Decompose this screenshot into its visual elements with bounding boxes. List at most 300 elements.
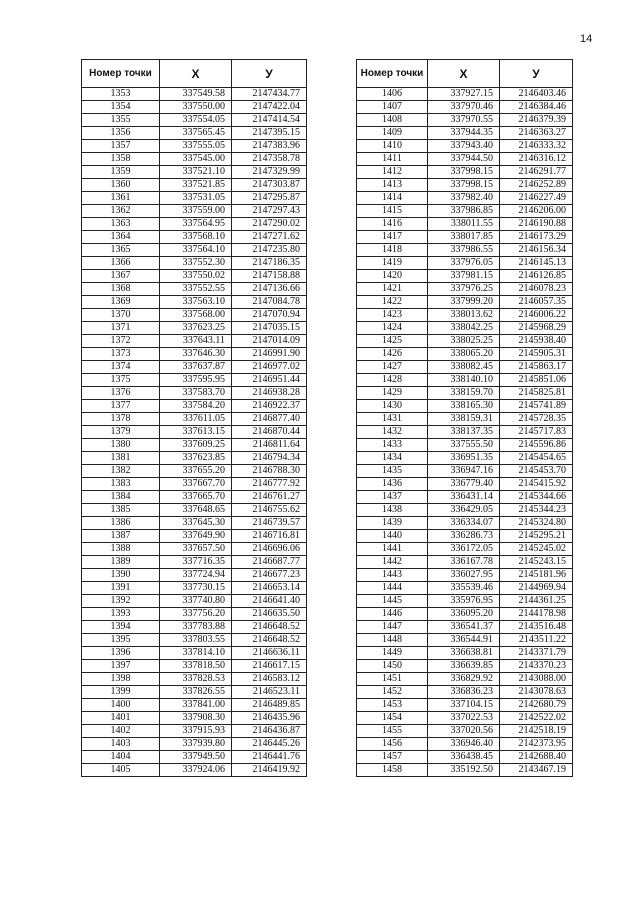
x-coordinate-cell: 337740.80 — [160, 595, 232, 608]
y-coordinate-cell: 2145181.96 — [500, 569, 573, 582]
x-coordinate-cell: 336779.40 — [428, 478, 500, 491]
y-coordinate-cell: 2146617.15 — [232, 660, 307, 673]
y-coordinate-cell: 2143467.19 — [500, 764, 573, 777]
x-coordinate-cell: 337559.00 — [160, 205, 232, 218]
x-coordinate-cell: 337982.40 — [428, 192, 500, 205]
y-coordinate-cell: 2145741.89 — [500, 400, 573, 413]
x-coordinate-cell: 337841.00 — [160, 699, 232, 712]
y-coordinate-cell: 2146173.29 — [500, 231, 573, 244]
y-coordinate-cell: 2146761.27 — [232, 491, 307, 504]
x-coordinate-cell: 337998.15 — [428, 166, 500, 179]
y-coordinate-cell: 2147395.15 — [232, 127, 307, 140]
x-coordinate-cell: 337970.55 — [428, 114, 500, 127]
point-number-cell: 1374 — [82, 361, 160, 374]
point-number-cell: 1436 — [357, 478, 428, 491]
y-coordinate-cell: 2146641.40 — [232, 595, 307, 608]
x-coordinate-cell: 337531.05 — [160, 192, 232, 205]
y-coordinate-cell: 2142518.19 — [500, 725, 573, 738]
y-coordinate-cell: 2146445.26 — [232, 738, 307, 751]
y-coordinate-cell: 2146145.13 — [500, 257, 573, 270]
y-coordinate-cell: 2146403.46 — [500, 88, 573, 101]
table-row — [357, 322, 573, 335]
x-coordinate-cell: 337999.20 — [428, 296, 500, 309]
point-number-cell: 1443 — [357, 569, 428, 582]
x-coordinate-cell: 338140.10 — [428, 374, 500, 387]
table-row — [82, 88, 307, 101]
y-coordinate-cell: 2146648.52 — [232, 621, 307, 634]
y-coordinate-cell: 2146441.76 — [232, 751, 307, 764]
point-number-cell: 1365 — [82, 244, 160, 257]
table-row — [82, 127, 307, 140]
header-x: X — [160, 60, 232, 88]
x-coordinate-cell: 337665.70 — [160, 491, 232, 504]
table-row — [82, 634, 307, 647]
point-number-cell: 1447 — [357, 621, 428, 634]
x-coordinate-cell: 337521.85 — [160, 179, 232, 192]
table-row — [357, 582, 573, 595]
point-number-cell: 1391 — [82, 582, 160, 595]
y-coordinate-cell: 2142688.40 — [500, 751, 573, 764]
table-row — [357, 153, 573, 166]
point-number-cell: 1417 — [357, 231, 428, 244]
point-number-cell: 1371 — [82, 322, 160, 335]
x-coordinate-cell: 337939.80 — [160, 738, 232, 751]
point-number-cell: 1383 — [82, 478, 160, 491]
table-row — [82, 478, 307, 491]
x-coordinate-cell: 337613.15 — [160, 426, 232, 439]
point-number-cell: 1395 — [82, 634, 160, 647]
y-coordinate-cell: 2146977.02 — [232, 361, 307, 374]
table-row — [82, 192, 307, 205]
x-coordinate-cell: 336829.92 — [428, 673, 500, 686]
x-coordinate-cell: 337986.85 — [428, 205, 500, 218]
point-number-cell: 1380 — [82, 439, 160, 452]
table-row — [357, 543, 573, 556]
point-number-cell: 1357 — [82, 140, 160, 153]
x-coordinate-cell: 338017.85 — [428, 231, 500, 244]
x-coordinate-cell: 337648.65 — [160, 504, 232, 517]
point-number-cell: 1455 — [357, 725, 428, 738]
y-coordinate-cell: 2147084.78 — [232, 296, 307, 309]
y-coordinate-cell: 2145717.83 — [500, 426, 573, 439]
x-coordinate-cell: 336429.05 — [428, 504, 500, 517]
point-number-cell: 1423 — [357, 309, 428, 322]
point-number-cell: 1379 — [82, 426, 160, 439]
x-coordinate-cell: 337943.40 — [428, 140, 500, 153]
point-number-cell: 1432 — [357, 426, 428, 439]
table-row — [357, 244, 573, 257]
point-number-cell: 1390 — [82, 569, 160, 582]
x-coordinate-cell: 338159.31 — [428, 413, 500, 426]
y-coordinate-cell: 2144969.94 — [500, 582, 573, 595]
point-number-cell: 1444 — [357, 582, 428, 595]
point-number-cell: 1439 — [357, 517, 428, 530]
point-number-cell: 1428 — [357, 374, 428, 387]
point-number-cell: 1354 — [82, 101, 160, 114]
y-coordinate-cell: 2145825.81 — [500, 387, 573, 400]
table-row — [357, 114, 573, 127]
x-coordinate-cell: 336095.20 — [428, 608, 500, 621]
y-coordinate-cell: 2145245.02 — [500, 543, 573, 556]
table-row — [82, 569, 307, 582]
y-coordinate-cell: 2147035.15 — [232, 322, 307, 335]
table-row — [357, 452, 573, 465]
y-coordinate-cell: 2147358.78 — [232, 153, 307, 166]
y-coordinate-cell: 2146739.57 — [232, 517, 307, 530]
x-coordinate-cell: 338159.70 — [428, 387, 500, 400]
table-row — [82, 101, 307, 114]
table-row — [357, 465, 573, 478]
table-row — [357, 725, 573, 738]
y-coordinate-cell: 2146938.28 — [232, 387, 307, 400]
table-row — [82, 413, 307, 426]
point-number-cell: 1373 — [82, 348, 160, 361]
table-row — [357, 361, 573, 374]
point-number-cell: 1400 — [82, 699, 160, 712]
y-coordinate-cell: 2145454.65 — [500, 452, 573, 465]
table-row — [357, 491, 573, 504]
header-point-number: Номер точки — [82, 60, 160, 88]
y-coordinate-cell: 2146252.89 — [500, 179, 573, 192]
x-coordinate-cell: 337583.70 — [160, 387, 232, 400]
y-coordinate-cell: 2146922.37 — [232, 400, 307, 413]
point-number-cell: 1453 — [357, 699, 428, 712]
y-coordinate-cell: 2145851.06 — [500, 374, 573, 387]
table-row — [82, 140, 307, 153]
y-coordinate-cell: 2146419.92 — [232, 764, 307, 777]
y-coordinate-cell: 2146696.06 — [232, 543, 307, 556]
header-point-number: Номер точки — [357, 60, 428, 88]
x-coordinate-cell: 338025.25 — [428, 335, 500, 348]
x-coordinate-cell: 336836.23 — [428, 686, 500, 699]
y-coordinate-cell: 2147329.99 — [232, 166, 307, 179]
table-row — [357, 556, 573, 569]
table-row — [357, 738, 573, 751]
table-row — [82, 309, 307, 322]
table-row — [82, 595, 307, 608]
table-row — [357, 569, 573, 582]
y-coordinate-cell: 2145905.31 — [500, 348, 573, 361]
point-number-cell: 1403 — [82, 738, 160, 751]
table-row — [82, 231, 307, 244]
point-number-cell: 1362 — [82, 205, 160, 218]
table-row — [357, 374, 573, 387]
point-number-cell: 1382 — [82, 465, 160, 478]
table-row — [82, 335, 307, 348]
header-y: У — [232, 60, 307, 88]
point-number-cell: 1458 — [357, 764, 428, 777]
point-number-cell: 1376 — [82, 387, 160, 400]
x-coordinate-cell: 337584.20 — [160, 400, 232, 413]
y-coordinate-cell: 2146435.96 — [232, 712, 307, 725]
point-number-cell: 1372 — [82, 335, 160, 348]
point-number-cell: 1407 — [357, 101, 428, 114]
y-coordinate-cell: 2142680.79 — [500, 699, 573, 712]
point-number-cell: 1392 — [82, 595, 160, 608]
table-row — [357, 426, 573, 439]
table-row — [357, 179, 573, 192]
x-coordinate-cell: 336334.07 — [428, 517, 500, 530]
table-row — [82, 400, 307, 413]
x-coordinate-cell: 337649.90 — [160, 530, 232, 543]
y-coordinate-cell: 2146436.87 — [232, 725, 307, 738]
y-coordinate-cell: 2143516.48 — [500, 621, 573, 634]
table-row — [357, 530, 573, 543]
point-number-cell: 1355 — [82, 114, 160, 127]
y-coordinate-cell: 2147295.87 — [232, 192, 307, 205]
x-coordinate-cell: 337568.00 — [160, 309, 232, 322]
point-number-cell: 1410 — [357, 140, 428, 153]
table-row — [82, 153, 307, 166]
table-row — [357, 478, 573, 491]
x-coordinate-cell: 337724.94 — [160, 569, 232, 582]
point-number-cell: 1425 — [357, 335, 428, 348]
x-coordinate-cell: 337944.50 — [428, 153, 500, 166]
x-coordinate-cell: 337550.00 — [160, 101, 232, 114]
y-coordinate-cell: 2145968.29 — [500, 322, 573, 335]
x-coordinate-cell: 337552.30 — [160, 257, 232, 270]
point-number-cell: 1361 — [82, 192, 160, 205]
x-coordinate-cell: 335976.95 — [428, 595, 500, 608]
table-row — [82, 504, 307, 517]
x-coordinate-cell: 337814.10 — [160, 647, 232, 660]
y-coordinate-cell: 2146489.85 — [232, 699, 307, 712]
y-coordinate-cell: 2145938.40 — [500, 335, 573, 348]
y-coordinate-cell: 2146363.27 — [500, 127, 573, 140]
point-number-cell: 1416 — [357, 218, 428, 231]
y-coordinate-cell: 2146653.14 — [232, 582, 307, 595]
point-number-cell: 1397 — [82, 660, 160, 673]
y-coordinate-cell: 2146078.23 — [500, 283, 573, 296]
table-row — [82, 348, 307, 361]
y-coordinate-cell: 2147186.35 — [232, 257, 307, 270]
page-number: 14 — [580, 33, 593, 45]
table-row — [357, 283, 573, 296]
table-row — [357, 127, 573, 140]
x-coordinate-cell: 337545.00 — [160, 153, 232, 166]
y-coordinate-cell: 2146991.90 — [232, 348, 307, 361]
point-number-cell: 1454 — [357, 712, 428, 725]
table-row — [357, 517, 573, 530]
x-coordinate-cell: 337550.02 — [160, 270, 232, 283]
table-row — [357, 647, 573, 660]
y-coordinate-cell: 2145243.15 — [500, 556, 573, 569]
y-coordinate-cell: 2147235.80 — [232, 244, 307, 257]
table-row — [357, 309, 573, 322]
table-row — [357, 166, 573, 179]
y-coordinate-cell: 2143371.79 — [500, 647, 573, 660]
point-number-cell: 1448 — [357, 634, 428, 647]
x-coordinate-cell: 336639.85 — [428, 660, 500, 673]
y-coordinate-cell: 2147271.62 — [232, 231, 307, 244]
point-number-cell: 1370 — [82, 309, 160, 322]
point-number-cell: 1399 — [82, 686, 160, 699]
y-coordinate-cell: 2145415.92 — [500, 478, 573, 491]
point-number-cell: 1415 — [357, 205, 428, 218]
table-row — [82, 387, 307, 400]
y-coordinate-cell: 2146677.23 — [232, 569, 307, 582]
y-coordinate-cell: 2146206.00 — [500, 205, 573, 218]
point-number-cell: 1367 — [82, 270, 160, 283]
table-row — [82, 491, 307, 504]
x-coordinate-cell: 337667.70 — [160, 478, 232, 491]
y-coordinate-cell: 2146523.11 — [232, 686, 307, 699]
point-number-cell: 1375 — [82, 374, 160, 387]
table-row — [82, 270, 307, 283]
x-coordinate-cell: 336544.91 — [428, 634, 500, 647]
point-number-cell: 1385 — [82, 504, 160, 517]
x-coordinate-cell: 337555.05 — [160, 140, 232, 153]
table-row — [82, 556, 307, 569]
table-row — [357, 608, 573, 621]
table-row — [357, 140, 573, 153]
y-coordinate-cell: 2144361.25 — [500, 595, 573, 608]
x-coordinate-cell: 337976.05 — [428, 257, 500, 270]
point-number-cell: 1356 — [82, 127, 160, 140]
point-number-cell: 1457 — [357, 751, 428, 764]
x-coordinate-cell: 337646.30 — [160, 348, 232, 361]
x-coordinate-cell: 337828.53 — [160, 673, 232, 686]
table-row — [82, 738, 307, 751]
header-y: У — [500, 60, 573, 88]
point-number-cell: 1381 — [82, 452, 160, 465]
x-coordinate-cell: 337949.50 — [160, 751, 232, 764]
point-number-cell: 1421 — [357, 283, 428, 296]
table-row — [357, 192, 573, 205]
x-coordinate-cell: 337915.93 — [160, 725, 232, 738]
x-coordinate-cell: 337554.05 — [160, 114, 232, 127]
y-coordinate-cell: 2144178.98 — [500, 608, 573, 621]
y-coordinate-cell: 2146788.30 — [232, 465, 307, 478]
point-number-cell: 1409 — [357, 127, 428, 140]
x-coordinate-cell: 336947.16 — [428, 465, 500, 478]
x-coordinate-cell: 337563.10 — [160, 296, 232, 309]
x-coordinate-cell: 337609.25 — [160, 439, 232, 452]
y-coordinate-cell: 2142522.02 — [500, 712, 573, 725]
y-coordinate-cell: 2143511.22 — [500, 634, 573, 647]
point-number-cell: 1452 — [357, 686, 428, 699]
table-row — [82, 426, 307, 439]
point-number-cell: 1398 — [82, 673, 160, 686]
y-coordinate-cell: 2146384.46 — [500, 101, 573, 114]
y-coordinate-cell: 2146126.85 — [500, 270, 573, 283]
point-number-cell: 1449 — [357, 647, 428, 660]
table-row — [357, 257, 573, 270]
point-number-cell: 1426 — [357, 348, 428, 361]
table-row — [82, 283, 307, 296]
y-coordinate-cell: 2145863.17 — [500, 361, 573, 374]
table-row — [82, 699, 307, 712]
table-row — [82, 543, 307, 556]
y-coordinate-cell: 2147136.66 — [232, 283, 307, 296]
y-coordinate-cell: 2147297.43 — [232, 205, 307, 218]
point-number-cell: 1389 — [82, 556, 160, 569]
y-coordinate-cell: 2147290.02 — [232, 218, 307, 231]
y-coordinate-cell: 2143078.63 — [500, 686, 573, 699]
point-number-cell: 1441 — [357, 543, 428, 556]
x-coordinate-cell: 337022.53 — [428, 712, 500, 725]
y-coordinate-cell: 2146811.64 — [232, 439, 307, 452]
table-row — [357, 634, 573, 647]
table-row — [82, 322, 307, 335]
table-row — [82, 517, 307, 530]
point-number-cell: 1366 — [82, 257, 160, 270]
y-coordinate-cell: 2146156.34 — [500, 244, 573, 257]
y-coordinate-cell: 2145324.80 — [500, 517, 573, 530]
x-coordinate-cell: 337818.50 — [160, 660, 232, 673]
point-number-cell: 1394 — [82, 621, 160, 634]
point-number-cell: 1451 — [357, 673, 428, 686]
x-coordinate-cell: 337611.05 — [160, 413, 232, 426]
y-coordinate-cell: 2146006.22 — [500, 309, 573, 322]
table-row — [82, 621, 307, 634]
point-number-cell: 1412 — [357, 166, 428, 179]
y-coordinate-cell: 2147422.04 — [232, 101, 307, 114]
y-coordinate-cell: 2146190.88 — [500, 218, 573, 231]
x-coordinate-cell: 337568.10 — [160, 231, 232, 244]
y-coordinate-cell: 2145453.70 — [500, 465, 573, 478]
point-number-cell: 1404 — [82, 751, 160, 764]
x-coordinate-cell: 336286.73 — [428, 530, 500, 543]
header-x: X — [428, 60, 500, 88]
x-coordinate-cell: 337803.55 — [160, 634, 232, 647]
table-row — [357, 218, 573, 231]
table-row — [82, 361, 307, 374]
point-number-cell: 1363 — [82, 218, 160, 231]
point-number-cell: 1438 — [357, 504, 428, 517]
table-row — [357, 88, 573, 101]
x-coordinate-cell: 336167.78 — [428, 556, 500, 569]
point-number-cell: 1368 — [82, 283, 160, 296]
table-row — [82, 725, 307, 738]
point-number-cell: 1353 — [82, 88, 160, 101]
y-coordinate-cell: 2146794.34 — [232, 452, 307, 465]
table-row — [82, 673, 307, 686]
table-row — [357, 231, 573, 244]
y-coordinate-cell: 2143088.00 — [500, 673, 573, 686]
y-coordinate-cell: 2146951.44 — [232, 374, 307, 387]
x-coordinate-cell: 338011.55 — [428, 218, 500, 231]
table-row — [357, 296, 573, 309]
point-number-cell: 1384 — [82, 491, 160, 504]
y-coordinate-cell: 2146635.50 — [232, 608, 307, 621]
table-row — [357, 673, 573, 686]
x-coordinate-cell: 335539.46 — [428, 582, 500, 595]
table-row — [82, 439, 307, 452]
point-number-cell: 1406 — [357, 88, 428, 101]
table-row — [357, 439, 573, 452]
x-coordinate-cell: 337104.15 — [428, 699, 500, 712]
x-coordinate-cell: 337564.95 — [160, 218, 232, 231]
y-coordinate-cell: 2147383.96 — [232, 140, 307, 153]
table-header-row — [82, 60, 307, 88]
y-coordinate-cell: 2146716.81 — [232, 530, 307, 543]
x-coordinate-cell: 338082.45 — [428, 361, 500, 374]
x-coordinate-cell: 338165.30 — [428, 400, 500, 413]
x-coordinate-cell: 337643.11 — [160, 335, 232, 348]
point-number-cell: 1378 — [82, 413, 160, 426]
point-number-cell: 1387 — [82, 530, 160, 543]
x-coordinate-cell: 337521.10 — [160, 166, 232, 179]
y-coordinate-cell: 2146057.35 — [500, 296, 573, 309]
x-coordinate-cell: 337564.10 — [160, 244, 232, 257]
x-coordinate-cell: 338065.20 — [428, 348, 500, 361]
y-coordinate-cell: 2146755.62 — [232, 504, 307, 517]
x-coordinate-cell: 337998.15 — [428, 179, 500, 192]
x-coordinate-cell: 338042.25 — [428, 322, 500, 335]
point-number-cell: 1437 — [357, 491, 428, 504]
table-row — [357, 621, 573, 634]
